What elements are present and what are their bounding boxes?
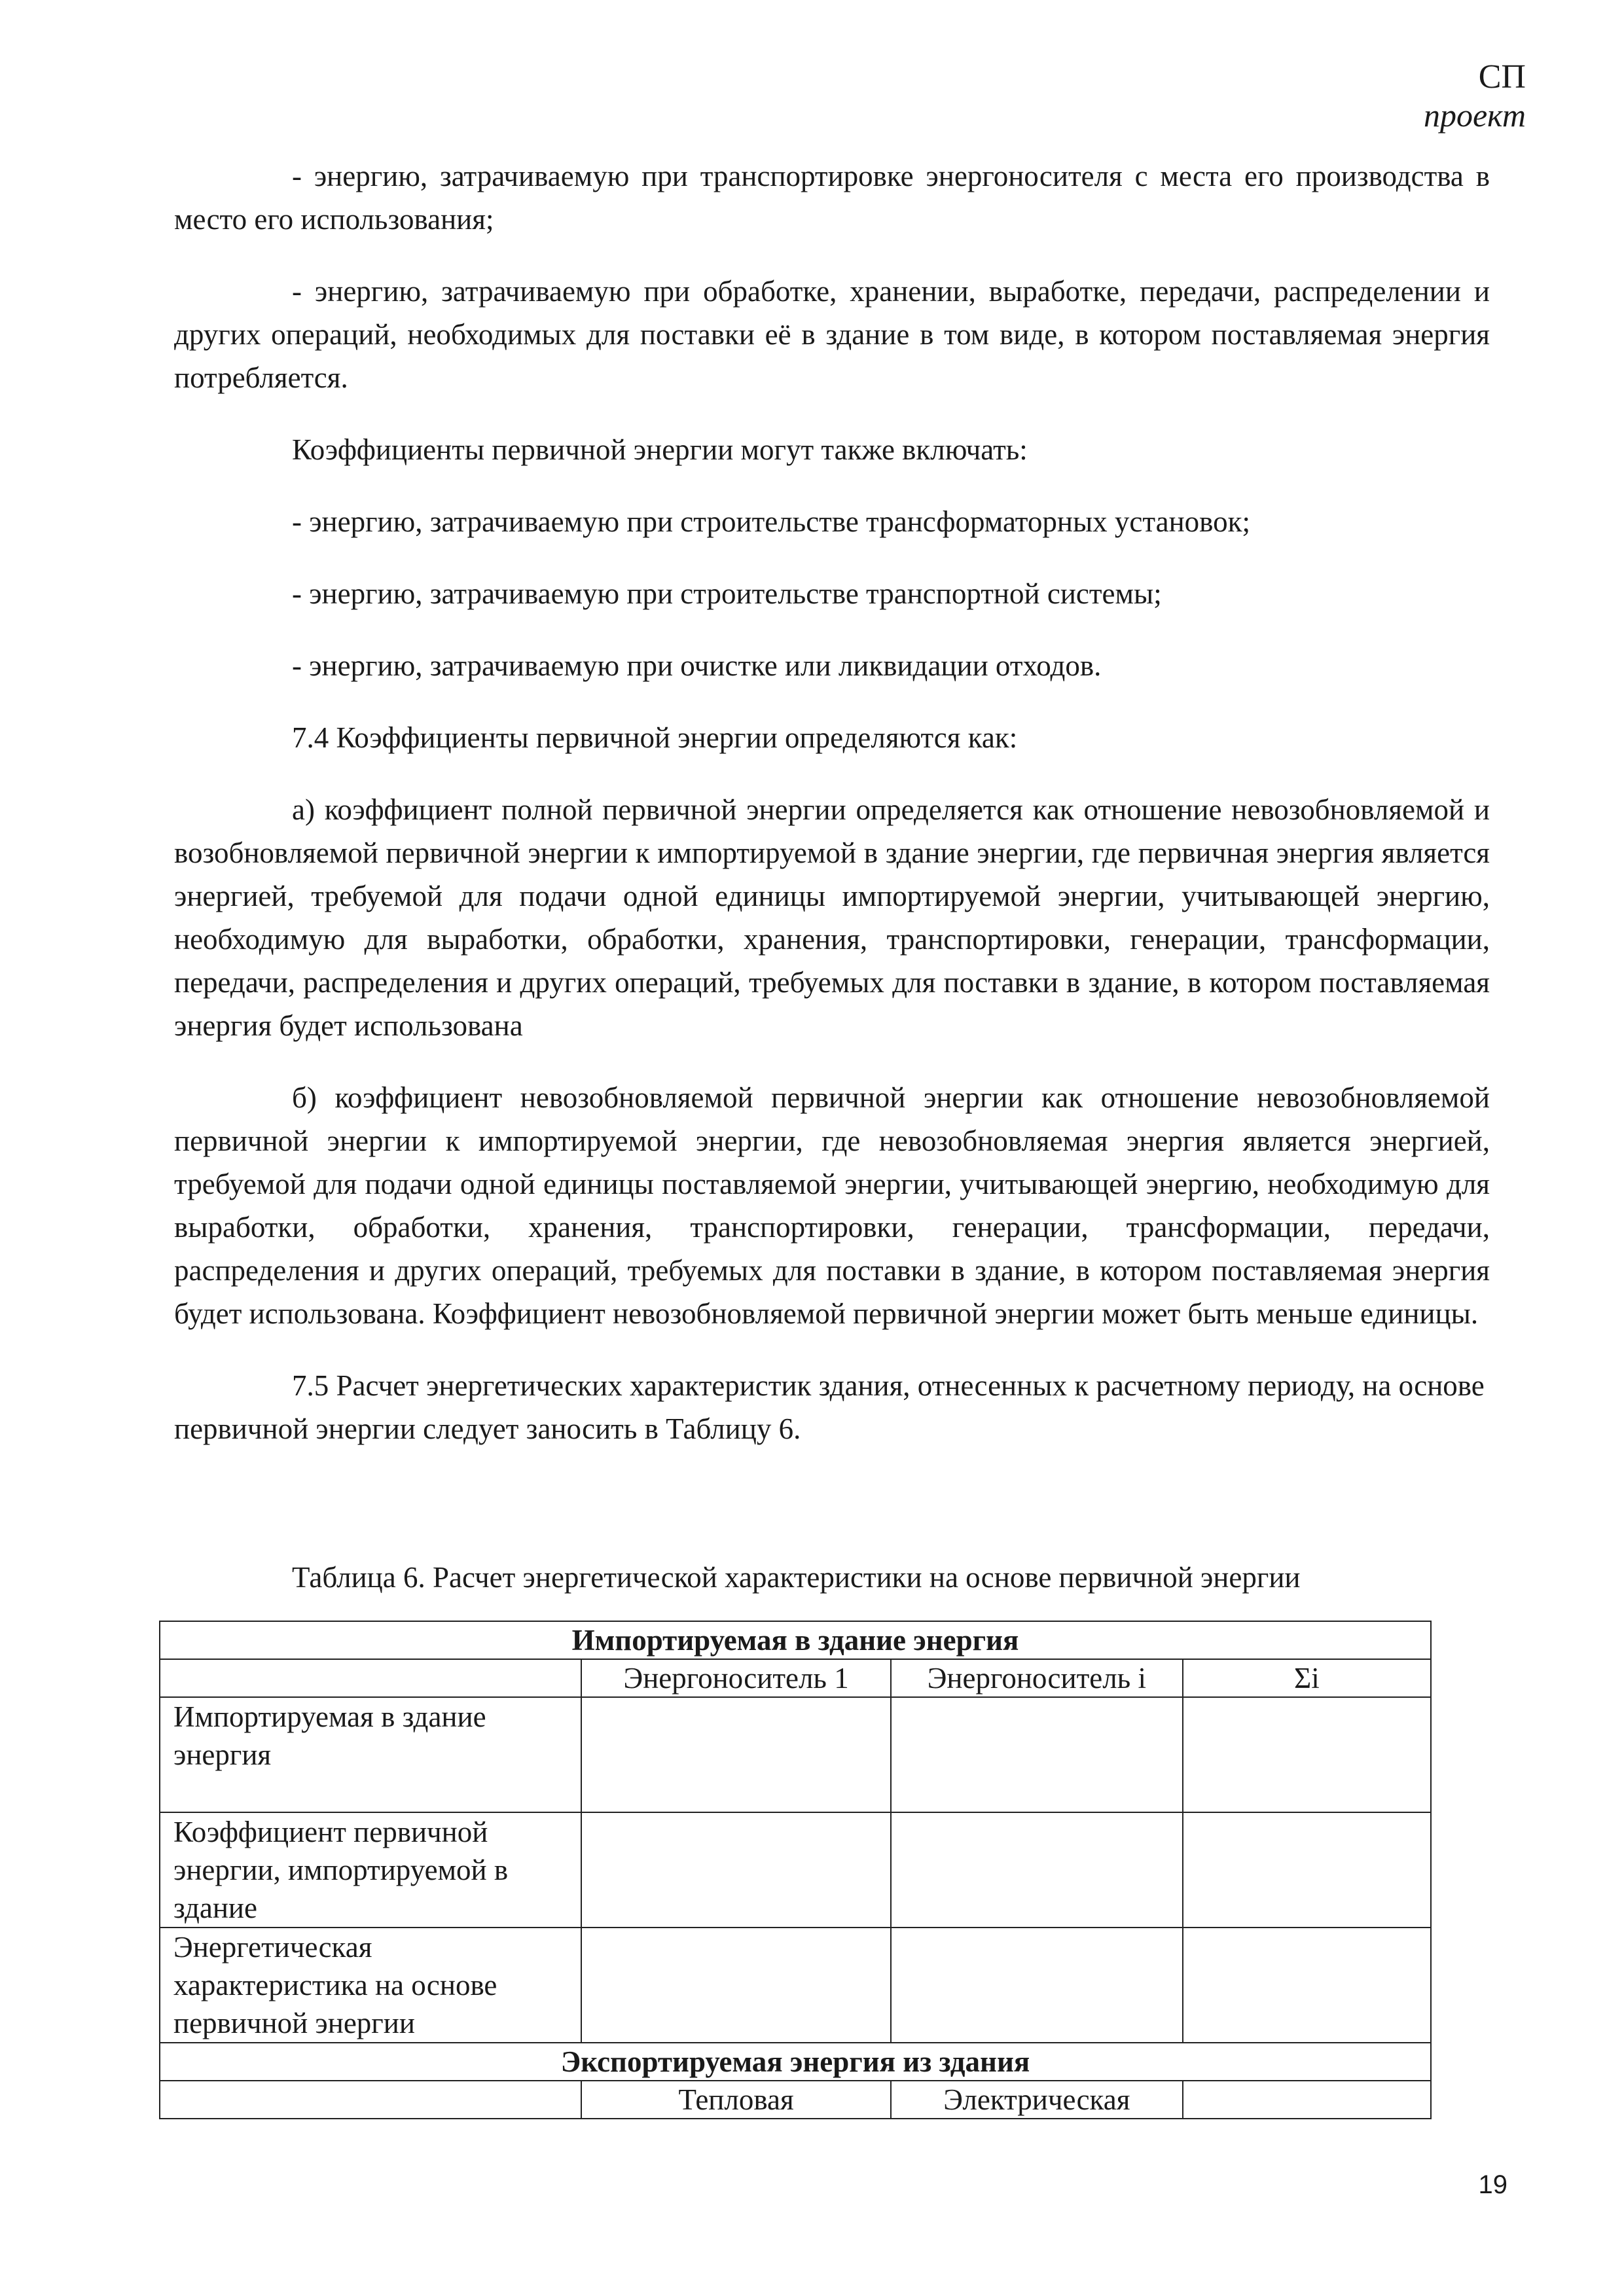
empty-cell [581, 1928, 891, 2043]
paragraph: 7.4 Коэффициенты первичной энергии определяются как: [292, 721, 1018, 754]
column-header: Энергоноситель 1 [581, 1659, 891, 1697]
draft-status: проект [1423, 97, 1526, 134]
table-caption: Таблица 6. Расчет энергетической характеристики на основе первичной энергии [292, 1561, 1301, 1594]
standard-code: СП [1478, 58, 1526, 96]
row-label: Коэффициент первичной энергии, импортируемой в здание [160, 1812, 581, 1928]
empty-cell [891, 1928, 1183, 2043]
paragraph: а) коэффициент полной первичной энергии определяется как отношение невозобновляемой и возобновляемой первичной энергии к импортируемой в здание энергии, где первичная энергия является энергией, требуемой для подачи одной единицы импортируемой энергии, учитывающей энергию, необходимую для выработки, обработки, хранения, транспортировки, генерации, трансформации, передачи, распределения и других операций, требуемых для поставки в здание, в котором поставляемая энергия будет использована [174, 793, 1490, 1042]
empty-cell [1183, 1697, 1431, 1812]
empty-cell [160, 1659, 581, 1697]
paragraph: - энергию, затрачиваемую при строительстве трансформаторных установок; [292, 505, 1250, 538]
empty-cell [1183, 1812, 1431, 1928]
empty-cell [160, 2081, 581, 2119]
imported-energy-heading: Импортируемая в здание энергия [160, 1621, 1431, 1659]
table-row [160, 1928, 1431, 2043]
exported-energy-heading: Экспортируемая энергия из здания [160, 2043, 1431, 2081]
row-label: Энергетическая характеристика на основе первичной энергии [160, 1928, 581, 2043]
empty-cell [891, 1697, 1183, 1812]
paragraph: - энергию, затрачиваемую при строительстве транспортной системы; [292, 577, 1162, 610]
table-6 [159, 1621, 1432, 2119]
paragraph: - энергию, затрачиваемую при очистке или ликвидации отходов. [292, 649, 1102, 682]
table-row [160, 1812, 1431, 1928]
paragraph: - энергию, затрачиваемую при транспортировке энергоносителя с места его производства в место его использования; [174, 160, 1490, 236]
paragraph: 7.5 Расчет энергетических характеристик здания, отнесенных к расчетному периоду, на основе первичной энергии следует заносить в Таблицу 6. [174, 1369, 1485, 1445]
column-header: Электрическая [891, 2081, 1183, 2119]
column-header: Тепловая [581, 2081, 891, 2119]
row-label: Импортируемая в здание энергия [160, 1697, 581, 1812]
body-text [174, 154, 1490, 1479]
empty-cell [1183, 1928, 1431, 2043]
empty-cell [581, 1812, 891, 1928]
column-header: Энергоноситель i [891, 1659, 1183, 1697]
paragraph: - энергию, затрачиваемую при обработке, хранении, выработке, передачи, распределении и других операций, необходимых для поставки её в здание в том виде, в котором поставляемая энергия потребляется. [174, 275, 1490, 394]
paragraph: Коэффициенты первичной энергии могут также включать: [292, 433, 1028, 466]
empty-cell [891, 1812, 1183, 1928]
empty-cell [581, 1697, 891, 1812]
paragraph: б) коэффициент невозобновляемой первичной энергии как отношение невозобновляемой первичной энергии к импортируемой энергии, где невозобновляемая энергия является энергией, требуемой для подачи одной единицы поставляемой энергии, учитывающей энергию, необходимую для выработки, обработки, хранения, транспортировки, генерации, трансформации, передачи, распределения и других операций, требуемых для поставки в здание, в котором поставляемая энергия будет использована. Коэффициент невозобновляемой первичной энергии может быть меньше единицы. [174, 1081, 1490, 1330]
table-row [160, 1697, 1431, 1812]
column-header: Σi [1183, 1659, 1431, 1697]
page-number: 19 [1478, 2170, 1507, 2199]
column-header [1183, 2081, 1431, 2119]
